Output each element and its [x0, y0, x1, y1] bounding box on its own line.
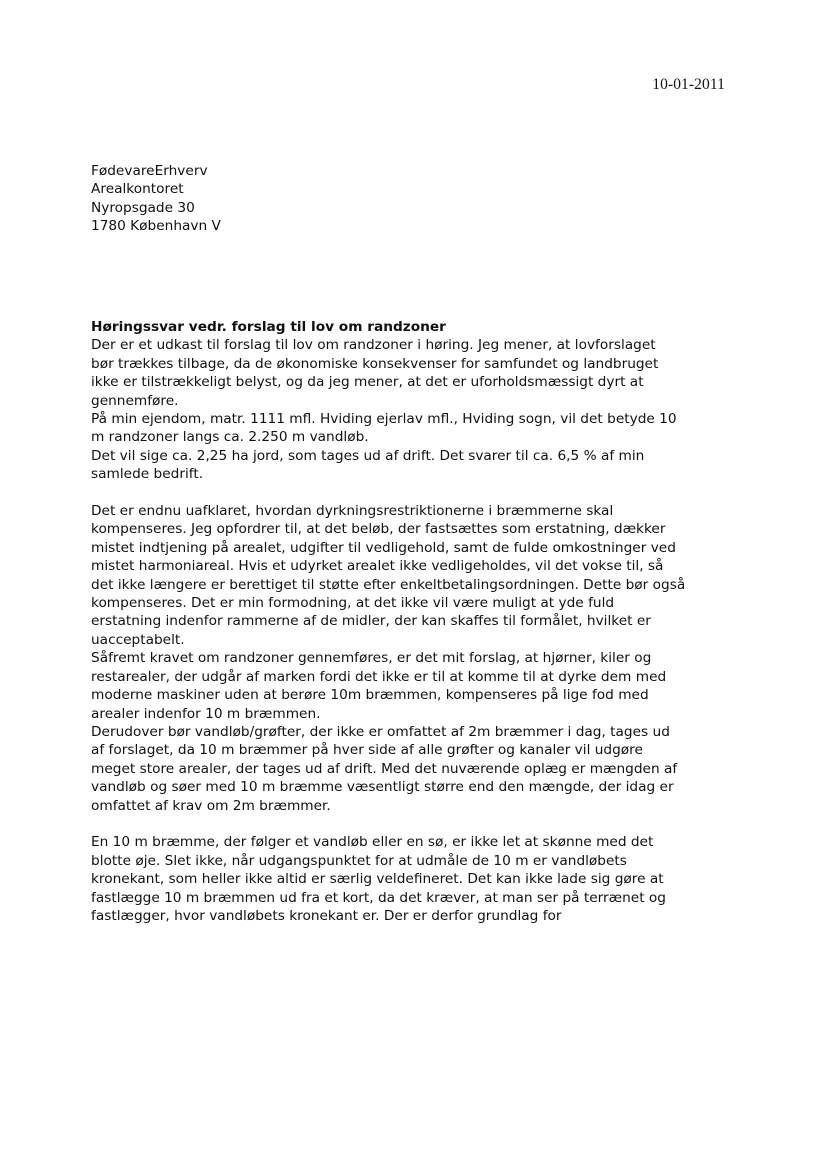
text-line: m randzoner langs ca. 2.250 m vandløb.	[91, 429, 369, 446]
letter-date: 10-01-2011	[652, 76, 725, 93]
text-line: erstatning indenfor rammerne af de midler, der kan skaffes til formålet, hvilket er	[91, 613, 651, 630]
text-line: Det vil sige ca. 2,25 ha jord, som tages ud af drift. Det svarer til ca. 6,5 % af min	[91, 447, 645, 464]
paragraph-gap	[91, 484, 741, 502]
paragraph	[91, 336, 741, 483]
text-line: restarealer, der udgår af marken fordi det ikke er til at komme til at dyrke dem med	[91, 668, 667, 685]
paragraph-gap	[91, 815, 741, 833]
recipient-street: Nyropsgade 30	[91, 199, 195, 216]
recipient-department: Arealkontoret	[91, 181, 184, 198]
text-line: moderne maskiner uden at berøre 10m bræmmen, kompenseres på lige fod med	[91, 687, 649, 704]
letter-paragraphs	[91, 336, 741, 925]
text-line: uacceptabelt.	[91, 631, 185, 648]
text-line: kronekant, som heller ikke altid er særlig veldefineret. Det kan ikke lade sig gøre at	[91, 871, 664, 888]
text-line: ikke er tilstrækkeligt belyst, og da jeg mener, at det er uforholdsmæssigt dyrt at	[91, 374, 644, 391]
letter-subject: Høringssvar vedr. forslag til lov om randzoner	[91, 319, 446, 335]
text-line: fastlægge 10 m bræmmen ud fra et kort, da det kræver, at man ser på terrænet og	[91, 889, 666, 906]
letter-body	[91, 318, 741, 925]
text-line: På min ejendom, matr. 1111 mfl. Hviding ejerlav mfl., Hviding sogn, vil det betyde 10	[91, 411, 677, 428]
text-line: fastlægger, hvor vandløbets kronekant er. Der er derfor grundlag for	[91, 907, 562, 924]
text-line: af forslaget, da 10 m bræmmer på hver side af alle grøfter og kanaler vil udgøre	[91, 742, 643, 759]
text-line: samlede bedrift.	[91, 466, 204, 483]
text-line: Derudover bør vandløb/grøfter, der ikke er omfattet af 2m bræmmer i dag, tages ud	[91, 723, 670, 740]
text-line: kompenseres. Det er min formodning, at det ikke vil være muligt at yde fuld	[91, 595, 615, 612]
recipient-city: 1780 København V	[91, 218, 221, 235]
recipient-name: FødevareErhverv	[91, 163, 208, 179]
text-line: En 10 m bræmme, der følger et vandløb eller en sø, er ikke let at skønne med det	[91, 834, 654, 851]
text-line: mistet harmoniareal. Hvis et udyrket arealet ikke vedligeholdes, vil det vokse til, så	[91, 558, 664, 575]
text-line: meget store arealer, der tages ud af drift. Med det nuværende oplæg er mængden af	[91, 760, 678, 777]
text-line: mistet indtjening på arealet, udgifter til vedligehold, samt de fulde omkostninger ved	[91, 539, 676, 556]
text-line: bør trækkes tilbage, da de økonomiske konsekvenser for samfundet og landbruget	[91, 355, 659, 372]
text-line: Det er endnu uafklaret, hvordan dyrkningsrestriktionerne i bræmmerne skal	[91, 503, 614, 520]
text-line: kompenseres. Jeg opfordrer til, at det beløb, der fastsættes som erstatning, dækker	[91, 521, 666, 538]
text-line: arealer indenfor 10 m bræmmen.	[91, 705, 321, 722]
text-line: Der er et udkast til forslag til lov om randzoner i høring. Jeg mener, at lovforslaget	[91, 337, 656, 354]
text-line: omfattet af krav om 2m bræmmer.	[91, 797, 331, 814]
paragraph	[91, 833, 741, 925]
text-line: gennemføre.	[91, 392, 179, 409]
text-line: Såfremt kravet om randzoner gennemføres, er det mit forslag, at hjørner, kiler og	[91, 650, 652, 667]
text-line: det ikke længere er berettiget til støtte efter enkeltbetalingsordningen. Dette bør også	[91, 576, 686, 593]
text-line: blotte øje. Slet ikke, når udgangspunktet for at udmåle de 10 m er vandløbets	[91, 852, 627, 869]
text-line: vandløb og søer med 10 m bræmme væsentligt større end den mængde, der idag er	[91, 779, 674, 796]
recipient-address	[91, 162, 221, 236]
paragraph	[91, 502, 741, 815]
